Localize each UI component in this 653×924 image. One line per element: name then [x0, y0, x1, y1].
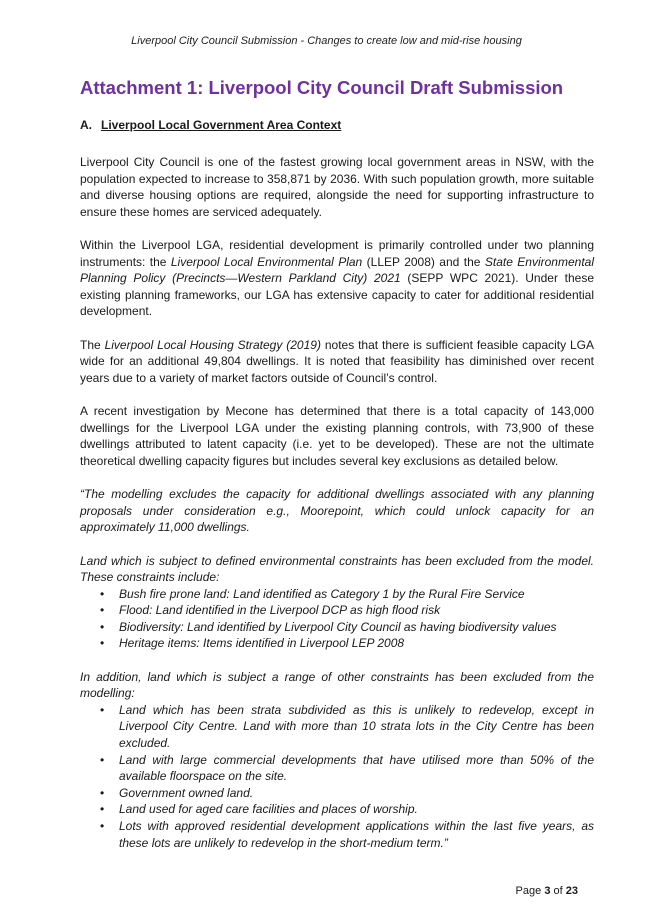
paragraph-planning-instruments — [80, 237, 594, 320]
quote-modelling-exclusions: “The modelling excludes the capacity for additional dwellings associated with any planning proposals under consideration e.g., Moorepoint, which could unlock capacity for an approximately 11,000 dwellings. — [80, 487, 594, 534]
other-constraints-list — [80, 702, 594, 851]
bullet-icon: • — [100, 619, 105, 634]
list-item-text: Lots with approved residential development applications within the last five years, as these lots are unlikely to redevelop in the short-medium term.” — [119, 819, 594, 850]
list-item — [80, 586, 594, 603]
bullet-icon: • — [100, 636, 105, 651]
paragraph-mecone-investigation: A recent investigation by Mecone has determined that there is a total capacity of 143,000 dwellings for the Liverpool LGA under the existing planning controls, with 73,900 of these dwellings attributed to latent capacity (i.e. yet to be developed). These are not the ultimate theoretical dwelling capacity figures but includes several key exclusions as detailed below. — [80, 404, 594, 468]
bullet-icon: • — [100, 785, 105, 800]
list-item-text: Land with large commercial developments that have utilised more than 50% of the available floorspace on the site. — [119, 752, 594, 784]
list-item-text: Heritage items: Items identified in Liverpool LEP 2008 — [119, 636, 405, 651]
list-item — [80, 785, 594, 802]
quote-other-constraints-intro: In addition, land which is subject a range of other constraints has been excluded from the modelling: — [80, 669, 594, 701]
p2-llep-title: Liverpool Local Environmental Plan — [170, 254, 363, 269]
p2-text-c: (LLEP 2008) and the — [362, 254, 485, 269]
bullet-icon: • — [100, 603, 105, 618]
bullet-icon: • — [100, 586, 105, 601]
list-item — [80, 702, 594, 752]
page-number-footer — [516, 885, 578, 897]
section-letter: A. — [80, 118, 92, 132]
section-heading — [80, 118, 594, 133]
page-content — [80, 76, 594, 868]
p3-text-a: The — [80, 337, 105, 352]
list-item — [80, 635, 594, 652]
page-number: 3 — [544, 885, 551, 897]
bullet-icon: • — [100, 752, 105, 767]
list-item-text: Government owned land. — [119, 785, 254, 800]
page-total: 23 — [565, 885, 578, 897]
list-item-text: Flood: Land identified in the Liverpool DCP as high flood risk — [119, 603, 441, 618]
running-header: Liverpool City Council Submission - Changes to create low and mid-rise housing — [131, 35, 522, 47]
quote-environmental-constraints-intro: Land which is subject to defined environmental constraints has been excluded from the model. These constraints include: — [80, 553, 594, 584]
p3-strategy-title: Liverpool Local Housing Strategy (2019) — [104, 337, 321, 352]
document-title: Attachment 1: Liverpool City Council Draft Submission — [80, 77, 564, 98]
paragraph-housing-strategy — [80, 337, 594, 387]
of-label: of — [553, 885, 563, 897]
bullet-icon: • — [100, 702, 105, 717]
list-item-text: Bush fire prone land: Land identified as Category 1 by the Rural Fire Service — [119, 586, 525, 601]
list-item — [80, 619, 594, 636]
list-item — [80, 752, 594, 785]
list-item — [80, 818, 594, 851]
section-heading-text: Liverpool Local Government Area Context — [101, 118, 342, 132]
p3-text-c: notes that there is sufficient feasible capacity LGA wide for an additional 49,804 dwellings. It is noted that feasibility has diminished over recent years due to a variety of market factors outside of Council’s control. — [80, 337, 595, 385]
list-item — [80, 801, 594, 818]
bullet-icon: • — [100, 802, 105, 817]
p2-sepp-title: State Environmental Planning Policy (Precincts—Western Parkland City) 2021 — [80, 254, 595, 285]
list-item-text: Land which has been strata subdivided as this is unlikely to redevelop, except in Liverpool City Centre. Land with more than 10 strata lots in the City Centre has been excluded. — [119, 702, 594, 751]
list-item-text: Biodiversity: Land identified by Liverpool City Council as having biodiversity values — [119, 619, 557, 634]
environmental-constraints-list — [80, 586, 594, 652]
p2-text-e: (SEPP WPC 2021). Under these existing planning frameworks, our LGA has extensive capacity to cater for additional residential development. — [80, 271, 594, 318]
page-label: Page — [515, 885, 542, 897]
bullet-icon: • — [100, 819, 105, 834]
list-item — [80, 602, 594, 619]
list-item-text: Land used for aged care facilities and places of worship. — [119, 802, 418, 817]
p2-text-a: Within the Liverpool LGA, residential development is primarily controlled under two planning instruments: the — [80, 238, 594, 269]
paragraph-population: Liverpool City Council is one of the fastest growing local government areas in NSW, with the population expected to increase to 358,871 by 2036. With such population growth, more suitable and diverse housing options are required, alongside the need for supporting infrastructure to ensure these homes are serviced adequately. — [80, 155, 594, 219]
